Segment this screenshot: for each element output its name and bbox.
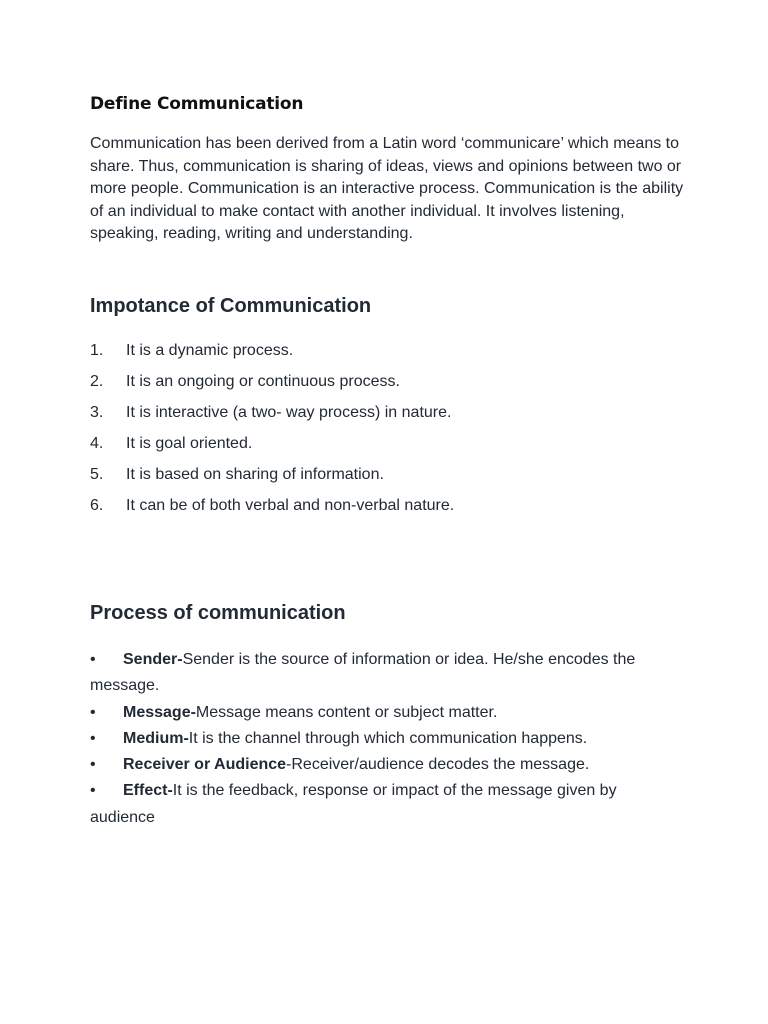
- list-item-text: It is an ongoing or continuous process.: [126, 373, 400, 390]
- list-item: [90, 464, 454, 495]
- process-term: Effect-: [123, 782, 173, 800]
- importance-heading: Impotance of Communication: [90, 295, 372, 317]
- bullet-icon: •: [90, 651, 96, 668]
- importance-list: [90, 340, 454, 526]
- process-term: Medium-: [123, 729, 189, 747]
- process-term: Message-: [123, 703, 196, 721]
- list-number: 2.: [90, 373, 104, 390]
- list-item: [90, 371, 454, 402]
- list-item: [90, 778, 670, 831]
- list-item-text: It is goal oriented.: [126, 435, 253, 452]
- bullet-icon: •: [90, 703, 96, 721]
- bullet-icon: •: [90, 756, 96, 774]
- list-item-text: It is based on sharing of information.: [126, 466, 384, 483]
- list-item: [90, 495, 454, 526]
- list-item: [90, 402, 454, 433]
- process-description: It is the feedback, response or impact of the message given by audience: [90, 782, 617, 826]
- process-term: Receiver or Audience: [123, 756, 287, 774]
- list-item: [90, 700, 670, 726]
- list-item-text: It can be of both verbal and non-verbal nature.: [126, 497, 455, 514]
- list-number: 4.: [90, 435, 104, 452]
- list-item-text: It is a dynamic process.: [126, 342, 294, 359]
- define-communication-heading: Define Communication: [90, 94, 304, 114]
- list-item: [90, 752, 670, 778]
- bullet-icon: •: [90, 729, 96, 747]
- process-description: Sender is the source of information or idea. He/she encodes the message.: [90, 651, 636, 695]
- process-description: -Receiver/audience decodes the message.: [286, 756, 590, 774]
- process-description: It is the channel through which communication happens.: [188, 729, 588, 747]
- list-number: 1.: [90, 342, 104, 359]
- list-item: [90, 433, 454, 464]
- process-list: [90, 647, 670, 831]
- list-number: 3.: [90, 404, 104, 421]
- process-description: Message means content or subject matter.: [195, 703, 498, 721]
- list-number: 6.: [90, 497, 104, 514]
- define-communication-paragraph: Communication has been derived from a Latin word ‘communicare’ which means to share. Thus, communication is sharing of ideas, views and opinions between two or more people. Communication is an interactive process. Communication is the ability of an individual to make contact with another individual. It involves listening, speaking, reading, writing and understanding.: [90, 135, 684, 243]
- process-term: Sender-: [123, 651, 183, 668]
- process-heading: Process of communication: [90, 602, 346, 624]
- list-item: [90, 647, 670, 700]
- bullet-icon: •: [90, 782, 96, 800]
- list-item: [90, 726, 670, 752]
- list-number: 5.: [90, 466, 104, 483]
- list-item-text: It is interactive (a two- way process) in nature.: [126, 404, 452, 421]
- list-item: [90, 340, 454, 371]
